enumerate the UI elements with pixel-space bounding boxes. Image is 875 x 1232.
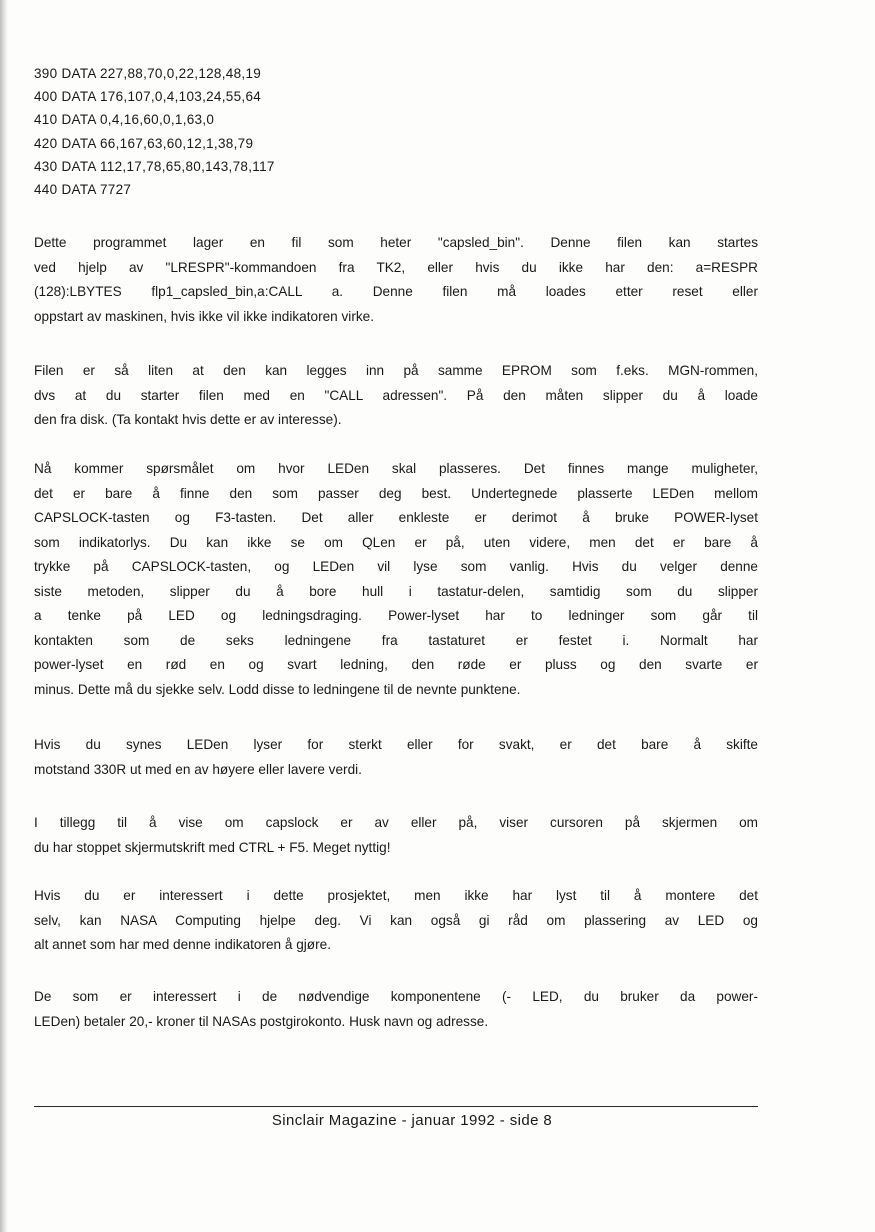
text-line: som indikatorlys. Du kan ikke se om QLen er på, uten videre, men det er bare å: [34, 534, 758, 550]
paragraph-cursor: [34, 811, 758, 860]
code-line: 410 DATA 0,4,16,60,0,1,63,0: [34, 112, 215, 128]
text-line: Hvis du synes LEDen lyser for sterkt eller for svakt, er det bare å skifte: [34, 737, 758, 752]
code-line: 430 DATA 112,17,78,65,80,143,78,117: [34, 158, 275, 174]
paragraph-led-placement: [34, 457, 758, 702]
code-line: 440 DATA 7727: [34, 181, 132, 197]
code-line: 390 DATA 227,88,70,0,22,128,48,19: [34, 66, 262, 81]
text-line: Filen er så liten at den kan legges inn på samme EPROM som f.eks. MGN-rommen,: [34, 363, 758, 378]
text-line: motstand 330R ut med en av høyere eller lavere verdi.: [34, 761, 362, 777]
text-line: Nå kommer spørsmålet om hvor LEDen skal plasseres. Det finnes mange muligheter,: [34, 461, 758, 476]
text-line: LEDen) betaler 20,- kroner til NASAs postgirokonto. Husk navn og adresse.: [34, 1013, 489, 1029]
paragraph-eprom: [34, 359, 758, 433]
page-footer: Sinclair Magazine - januar 1992 - side 8: [271, 1112, 553, 1129]
text-line: a tenke på LED og ledningsdraging. Power-lyset har to ledninger som går til: [34, 608, 758, 623]
footer-divider: [34, 1106, 758, 1107]
code-line: 400 DATA 176,107,0,4,103,24,55,64: [34, 89, 262, 105]
text-line: minus. Dette må du sjekke selv. Lodd disse to ledningene til de nevnte punktene.: [34, 681, 521, 697]
code-line: 420 DATA 66,167,63,60,12,1,38,79: [34, 135, 254, 151]
scan-edge-shadow: [0, 0, 8, 1232]
text-line: oppstart av maskinen, hvis ikke vil ikke indikatoren virke.: [34, 308, 374, 324]
text-line: CAPSLOCK-tasten og F3-tasten. Det aller enkleste er derimot å bruke POWER-lyset: [34, 510, 758, 525]
text-line: power-lyset en rød en og svart ledning, den røde er pluss og den svarte er: [34, 657, 758, 672]
text-line: siste metoden, slipper du å bore hull i tastatur-delen, samtidig som du slipper: [34, 583, 758, 599]
text-line: Dette programmet lager en fil som heter "capsled_bin". Denne filen kan startes: [34, 235, 758, 250]
text-line: De som er interessert i de nødvendige komponentene (- LED, du bruker da power-: [34, 989, 758, 1004]
text-line: Hvis du er interessert i dette prosjektet, men ikke har lyst til å montere det: [34, 888, 758, 903]
text-line: (128):LBYTES flp1_capsled_bin,a:CALL a. Denne filen må loades etter reset eller: [34, 284, 758, 299]
paragraph-program-info: [34, 231, 758, 329]
text-line: alt annet som har med denne indikatoren å gjøre.: [34, 937, 331, 952]
text-line: selv, kan NASA Computing hjelpe deg. Vi kan også gi råd om plassering av LED og: [34, 912, 758, 928]
text-line: dvs at du starter filen med en "CALL adressen". På den måten slipper du å loade: [34, 387, 758, 403]
text-line: ved hjelp av "LRESPR"-kommandoen fra TK2, eller hvis du ikke har den: a=RESPR: [34, 259, 758, 275]
text-line: trykke på CAPSLOCK-tasten, og LEDen vil lyse som vanlig. Hvis du velger denne: [34, 559, 758, 574]
text-line: I tillegg til å vise om capslock er av eller på, viser cursoren på skjermen om: [34, 815, 758, 830]
paragraph-resistor: [34, 733, 758, 782]
paragraph-components: [34, 985, 758, 1034]
text-line: du har stoppet skjermutskrift med CTRL + F5. Meget nyttig!: [34, 839, 391, 855]
paragraph-nasa-help: [34, 884, 758, 958]
text-line: kontakten som de seks ledningene fra tastaturet er festet i. Normalt har: [34, 632, 758, 648]
text-line: den fra disk. (Ta kontakt hvis dette er av interesse).: [34, 412, 342, 427]
basic-data-listing: [34, 62, 454, 201]
text-line: det er bare å finne den som passer deg best. Undertegnede plasserte LEDen mellom: [34, 485, 758, 501]
